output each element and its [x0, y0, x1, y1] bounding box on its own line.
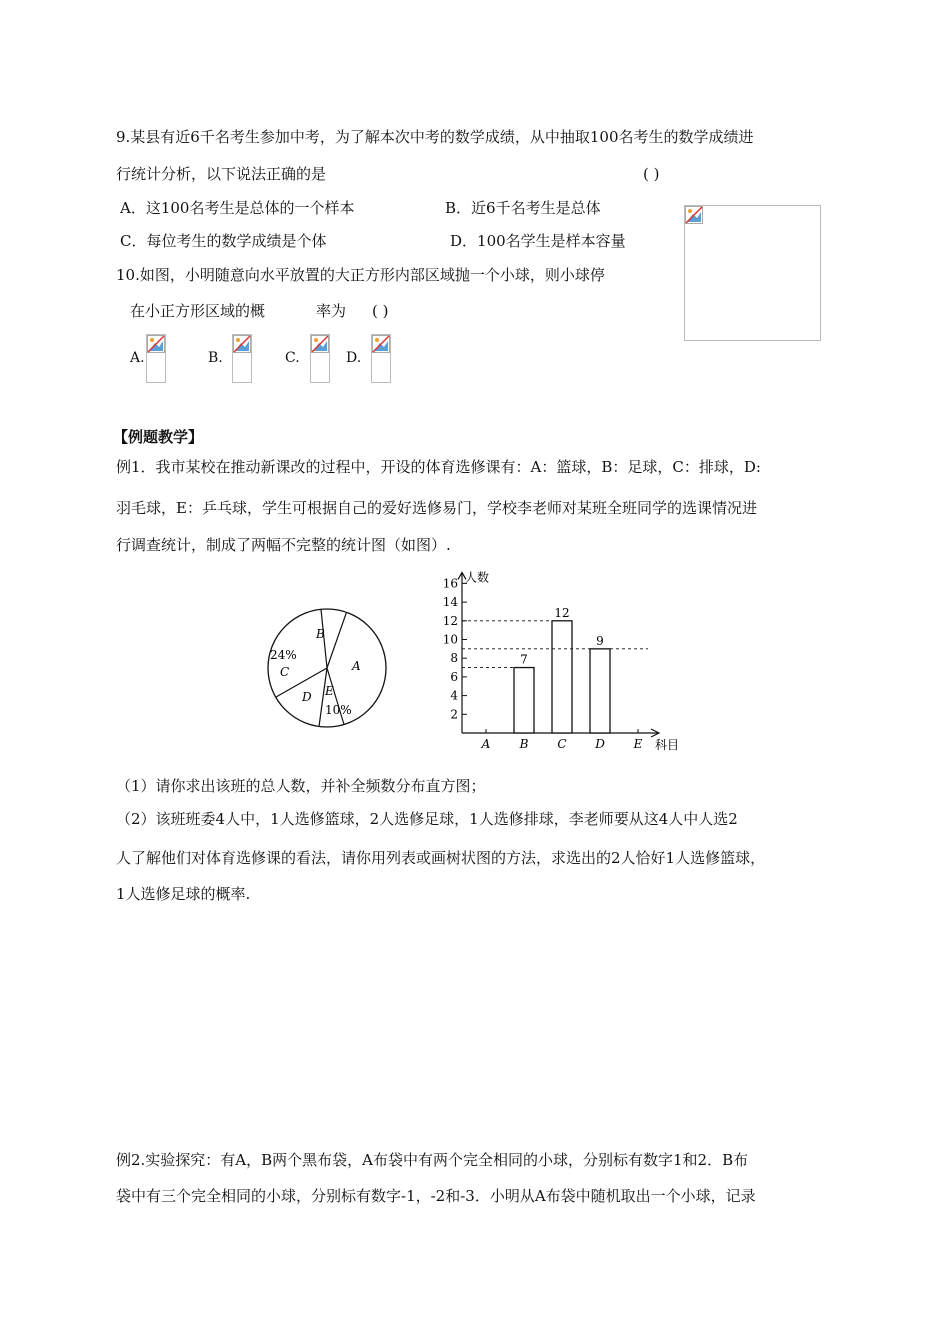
x-tick-label: C	[557, 737, 567, 751]
y-tick-label: 2	[450, 707, 458, 722]
y-tick-label: 6	[450, 669, 458, 684]
ex1-question-2-line2: 人了解他们对体育选修课的看法，请你用列表或画树状图的方法，求选出的2人恰好1人选修篮球，	[116, 849, 766, 867]
x-tick-label: B	[519, 737, 529, 751]
y-tick-label: 14	[442, 595, 458, 610]
q10-option-c-image	[310, 334, 330, 383]
q10-line2: 在小正方形区域的概	[130, 302, 266, 320]
ex2-line1: 例2.实验探究：有A，B两个黑布袋，A布袋中有两个完全相同的小球，分别标有数字1和2．B布	[116, 1151, 749, 1169]
ex1-question-2-line1: （2）该班班委4人中，1人选修篮球，2人选修足球，1人选修排球，李老师要从这4人中人选2	[116, 810, 738, 828]
pie-chart	[262, 603, 392, 733]
bar-data-label: 9	[596, 633, 604, 648]
q9-option-d: D．100名学生是样本容量	[450, 232, 626, 250]
broken-image-icon	[685, 206, 703, 224]
bar	[552, 621, 572, 733]
y-tick-label: 12	[442, 613, 458, 628]
y-tick-label: 8	[450, 651, 458, 666]
q10-answer-paren: ( )	[372, 302, 389, 320]
q10-option-a-label: A.	[130, 350, 145, 366]
q10-option-a-image	[146, 334, 166, 383]
ex1-line2: 羽毛球，E：乒乓球，学生可根据自己的爱好选修易门，学校李老师对某班全班同学的选课情况进	[116, 499, 757, 517]
q10-option-b-image	[232, 334, 252, 383]
pie-label-c: C	[280, 665, 290, 679]
q9-line2: 行统计分析，以下说法正确的是	[116, 165, 327, 183]
x-tick-label: E	[633, 737, 643, 751]
q10-line2b: 率为	[316, 302, 347, 320]
q9-answer-paren: ( )	[643, 165, 660, 183]
ex1-question-2-line3: 1人选修足球的概率.	[116, 885, 251, 903]
q10-line1: 10.如图，小明随意向水平放置的大正方形内部区域抛一个小球，则小球停	[116, 266, 605, 284]
x-axis-title: 科目	[655, 738, 680, 752]
y-axis-title: 人数	[465, 570, 490, 585]
q10-figure-image	[684, 205, 821, 341]
ex1-question-1: （1）请你求出该班的总人数，并补全频数分布直方图；	[116, 777, 486, 795]
pie-label-a: A	[352, 659, 361, 673]
q10-option-c-label: C.	[285, 350, 300, 366]
ex1-line1: 例1．我市某校在推动新课改的过程中，开设的体育选修课有：A：篮球，B：足球，C：排球，D:	[116, 458, 761, 476]
bar	[514, 668, 534, 733]
broken-image-icon	[233, 335, 251, 353]
broken-image-icon	[147, 335, 165, 353]
q9-option-c: C．每位考生的数学成绩是个体	[120, 232, 327, 250]
q9-option-b: B．近6千名考生是总体	[445, 199, 601, 217]
q10-option-b-label: B.	[208, 350, 223, 366]
y-tick-label: 10	[442, 632, 458, 647]
bar-data-label: 7	[520, 652, 528, 667]
q10-option-d-label: D.	[346, 350, 362, 366]
x-tick-label: D	[595, 737, 605, 751]
broken-image-icon	[311, 335, 329, 353]
pie-annotation-e: 10%	[325, 703, 352, 717]
y-tick-label: 16	[442, 576, 458, 591]
ex1-line3: 行调查统计，制成了两幅不完整的统计图（如图）.	[116, 536, 451, 554]
broken-image-icon	[372, 335, 390, 353]
q9-line1: 9.某县有近6千名考生参加中考，为了解本次中考的数学成绩，从中抽取100名考生的数学成绩进	[116, 128, 754, 146]
pie-label-b: B	[316, 627, 325, 641]
pie-annotation-c: 24%	[270, 648, 297, 662]
bar-chart	[430, 563, 700, 758]
pie-label-d: D	[302, 690, 312, 704]
x-tick-label: A	[481, 737, 491, 751]
bar-data-label: 12	[554, 605, 570, 620]
bar	[590, 649, 610, 733]
ex2-line2: 袋中有三个完全相同的小球，分别标有数字-1，-2和-3．小明从A布袋中随机取出一个小球，记录	[116, 1187, 756, 1205]
q10-option-d-image	[371, 334, 391, 383]
q9-option-a: A．这100名考生是总体的一个样本	[120, 199, 355, 217]
section-title: 【例题教学】	[113, 428, 204, 446]
pie-label-e: E	[325, 684, 334, 698]
y-tick-label: 4	[450, 688, 458, 703]
